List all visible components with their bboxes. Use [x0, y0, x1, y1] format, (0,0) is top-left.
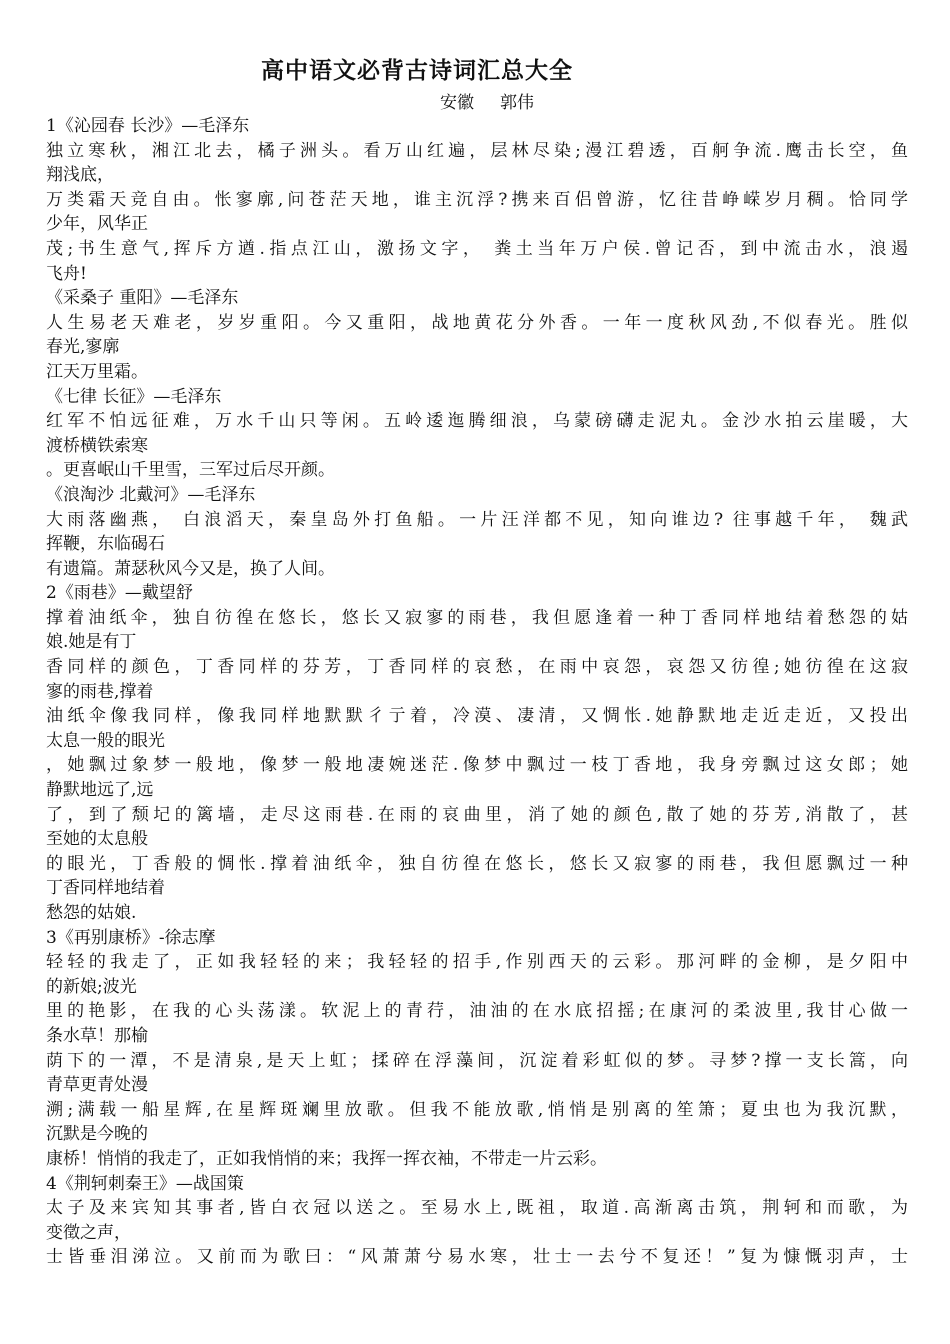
poem-heading: 3《再别康桥》-徐志摩 — [46, 927, 216, 948]
text-line: 青草更青处漫 — [46, 1075, 148, 1096]
text-line: 太子及来宾知其事者,皆白衣冠以送之。至易水上,既祖，取道.高渐离击筑，荆轲和而歌，为 — [46, 1198, 908, 1219]
document-page — [46, 56, 908, 1270]
text-line: 溯;满载一船星辉,在星辉斑斓里放歌。但我不能放歌,悄悄是别离的笙箫；夏虫也为我沉默， — [46, 1099, 908, 1120]
text-line: 愁怨的姑娘. — [46, 903, 137, 923]
author-name: 郭伟 — [500, 93, 534, 113]
text-line: 至她的太息般 — [46, 829, 148, 850]
text-line: 静默地远了,远 — [46, 780, 154, 801]
text-line: 。更喜岷山千里雪，三军过后尽开颜。 — [46, 460, 335, 481]
text-line: 春光,寥廓 — [46, 337, 120, 358]
text-line: 万类霜天竞自由。怅寥廓,问苍茫天地，谁主沉浮?携来百侣曾游，忆往昔峥嵘岁月稠。恰同学 — [46, 189, 908, 210]
poem-heading: 《采桑子 重阳》—毛泽东 — [46, 288, 239, 309]
text-line: 渡桥横铁索寒 — [46, 435, 148, 456]
text-line: 士皆垂泪涕泣。又前而为歌曰：“风萧萧兮易水寒，壮士一去兮不复还！”复为慷慨羽声，士 — [46, 1247, 908, 1268]
text-line: 变徵之声， — [46, 1222, 131, 1243]
text-line: 的新娘;波光 — [46, 976, 137, 997]
text-line: 飞舟! — [46, 263, 87, 284]
text-line: 挥鞭，东临碣石 — [46, 534, 165, 555]
text-line: 丁香同样地结着 — [46, 878, 165, 899]
text-line: 香同样的颜色，丁香同样的芬芳，丁香同样的哀愁，在雨中哀怨，哀怨又彷徨;她彷徨在这寂 — [46, 657, 908, 678]
poem-heading: 《七律 长征》—毛泽东 — [46, 386, 222, 407]
poem-heading: 1《沁园春 长沙》—毛泽东 — [46, 116, 250, 136]
text-line: 大雨落幽燕， 白浪滔天，秦皇岛外打鱼船。一片汪洋都不见，知向谁边? 往事越千年， 魏武 — [46, 509, 908, 530]
text-line: 有遗篇。萧瑟秋风今又是，换了人间。 — [46, 558, 335, 579]
poem-heading: 2《雨巷》—戴望舒 — [46, 583, 193, 604]
document-author — [46, 92, 908, 114]
text-line: ，她飘过象梦一般地，像梦一般地凄婉迷茫.像梦中飘过一枝丁香地，我身旁飘过这女郎；她 — [46, 755, 908, 776]
text-line: 了，到了颓圮的篱墙，走尽这雨巷.在雨的哀曲里，消了她的颜色,散了她的芬芳,消散了，甚 — [46, 804, 908, 825]
text-line: 少年，风华正 — [46, 214, 148, 235]
text-line: 荫下的一潭，不是清泉,是天上虹；揉碎在浮藻间，沉淀着彩虹似的梦。寻梦?撑一支长篙，向 — [46, 1050, 908, 1071]
text-line: 娘.她是有丁 — [46, 632, 137, 653]
document-title: 高中语文必背古诗词汇总大全 — [261, 58, 573, 84]
text-line: 人生易老天难老，岁岁重阳。今又重阳，战地黄花分外香。一年一度秋风劲,不似春光。胜似 — [46, 312, 908, 333]
text-line: 的眼光，丁香般的惆怅.撑着油纸伞，独自彷徨在悠长，悠长又寂寥的雨巷，我但愿飘过一种 — [46, 853, 908, 874]
text-line: 江天万里霜。 — [46, 361, 148, 382]
text-line: 茂;书生意气,挥斥方遒.指点江山，激扬文字， 粪土当年万户侯.曾记否，到中流击水，浪遏 — [46, 238, 908, 259]
text-line: 翔浅底， — [46, 165, 114, 186]
text-line: 寥的雨巷,撑着 — [46, 681, 154, 702]
text-line: 太息一般的眼光 — [46, 730, 165, 751]
poem-heading: 《浪淘沙 北戴河》—毛泽东 — [46, 484, 256, 505]
author-region: 安徽 — [440, 93, 474, 113]
text-line: 条水草！那榆 — [46, 1025, 148, 1046]
text-line: 里的艳影，在我的心头荡漾。软泥上的青荇，油油的在水底招摇;在康河的柔波里,我甘心做一 — [46, 1001, 908, 1022]
poem-heading: 4《荆轲刺秦王》—战国策 — [46, 1173, 244, 1194]
text-line: 撑着油纸伞，独自彷徨在悠长，悠长又寂寥的雨巷，我但愿逢着一种丁香同样地结着愁怨的姑 — [46, 607, 908, 628]
text-line: 轻轻的我走了，正如我轻轻的来；我轻轻的招手,作别西天的云彩。那河畔的金柳，是夕阳中 — [46, 952, 908, 973]
document-body — [46, 114, 908, 1270]
text-line: 康桥！悄悄的我走了，正如我悄悄的来；我挥一挥衣袖，不带走一片云彩。 — [46, 1148, 607, 1169]
text-line: 独立寒秋，湘江北去，橘子洲头。看万山红遍，层林尽染;漫江碧透，百舸争流.鹰击长空，鱼 — [46, 140, 908, 161]
text-line: 沉默是今晚的 — [46, 1124, 148, 1145]
text-line: 红军不怕远征难，万水千山只等闲。五岭逶迤腾细浪，乌蒙磅礴走泥丸。金沙水拍云崖暖，大 — [46, 411, 908, 432]
text-line: 油纸伞像我同样，像我同样地默默彳亍着，冷漠、凄清，又惆怅.她静默地走近走近，又投出 — [46, 706, 908, 727]
